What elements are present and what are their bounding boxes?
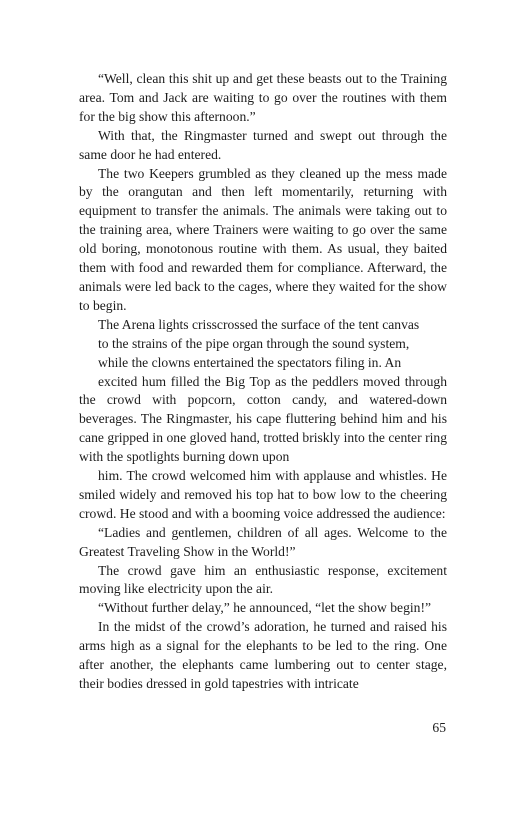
paragraph-inset-line: The Arena lights crisscrossed the surface of the tent canvas — [98, 316, 420, 332]
paragraph: The two Keepers grumbled as they cleaned up the mess made by the orangutan and then left momentarily, returning with equipment to transfer the animals. The animals were taking out to the training area, where Trainers were waiting to go over the same old boring, monotonous routine with them. As usual, they baited them with food and rewarded them for compliance. Afterward, the animals were led back to the cages, where they waited for the show to begin. — [79, 165, 447, 313]
paragraph: In the midst of the crowd’s adoration, he turned and raised his arms high as a signal for the elephants to be led to the ring. One after another, the elephants came lumbering out to center stage, their bodies dressed in gold tapestries with intricate — [79, 619, 447, 691]
paragraph: “Without further delay,” he announced, “let the show begin!” — [98, 600, 431, 616]
paragraph-inset-line: to the strains of the pipe organ through the sound system, — [98, 335, 410, 351]
paragraph: The crowd gave him an enthusiastic response, excitement moving like electricity upon the air. — [79, 562, 447, 597]
paragraph-inset-line: while the clowns entertained the spectators filing in. An — [98, 354, 402, 370]
book-page-text — [79, 70, 447, 694]
paragraph: “Well, clean this shit up and get these beasts out to the Training area. Tom and Jack are waiting to go over the routines with them for the big show this afternoon.” — [79, 71, 447, 124]
paragraph: him. The crowd welcomed him with applause and whistles. He smiled widely and removed his top hat to bow low to the cheering crowd. He stood and with a booming voice addressed the audience: — [79, 468, 447, 521]
paragraph: “Ladies and gentlemen, children of all ages. Welcome to the Greatest Traveling Show in the World!” — [79, 524, 447, 559]
page-number: 65 — [432, 720, 446, 735]
paragraph: With that, the Ringmaster turned and swept out through the same door he had entered. — [79, 127, 447, 162]
paragraph: excited hum filled the Big Top as the peddlers moved through the crowd with popcorn, cotton candy, and watered-down beverages. The Ringmaster, his cape fluttering behind him and his cane gripped in one gloved hand, trotted briskly into the center ring with the spotlights burning down upon — [79, 373, 447, 465]
